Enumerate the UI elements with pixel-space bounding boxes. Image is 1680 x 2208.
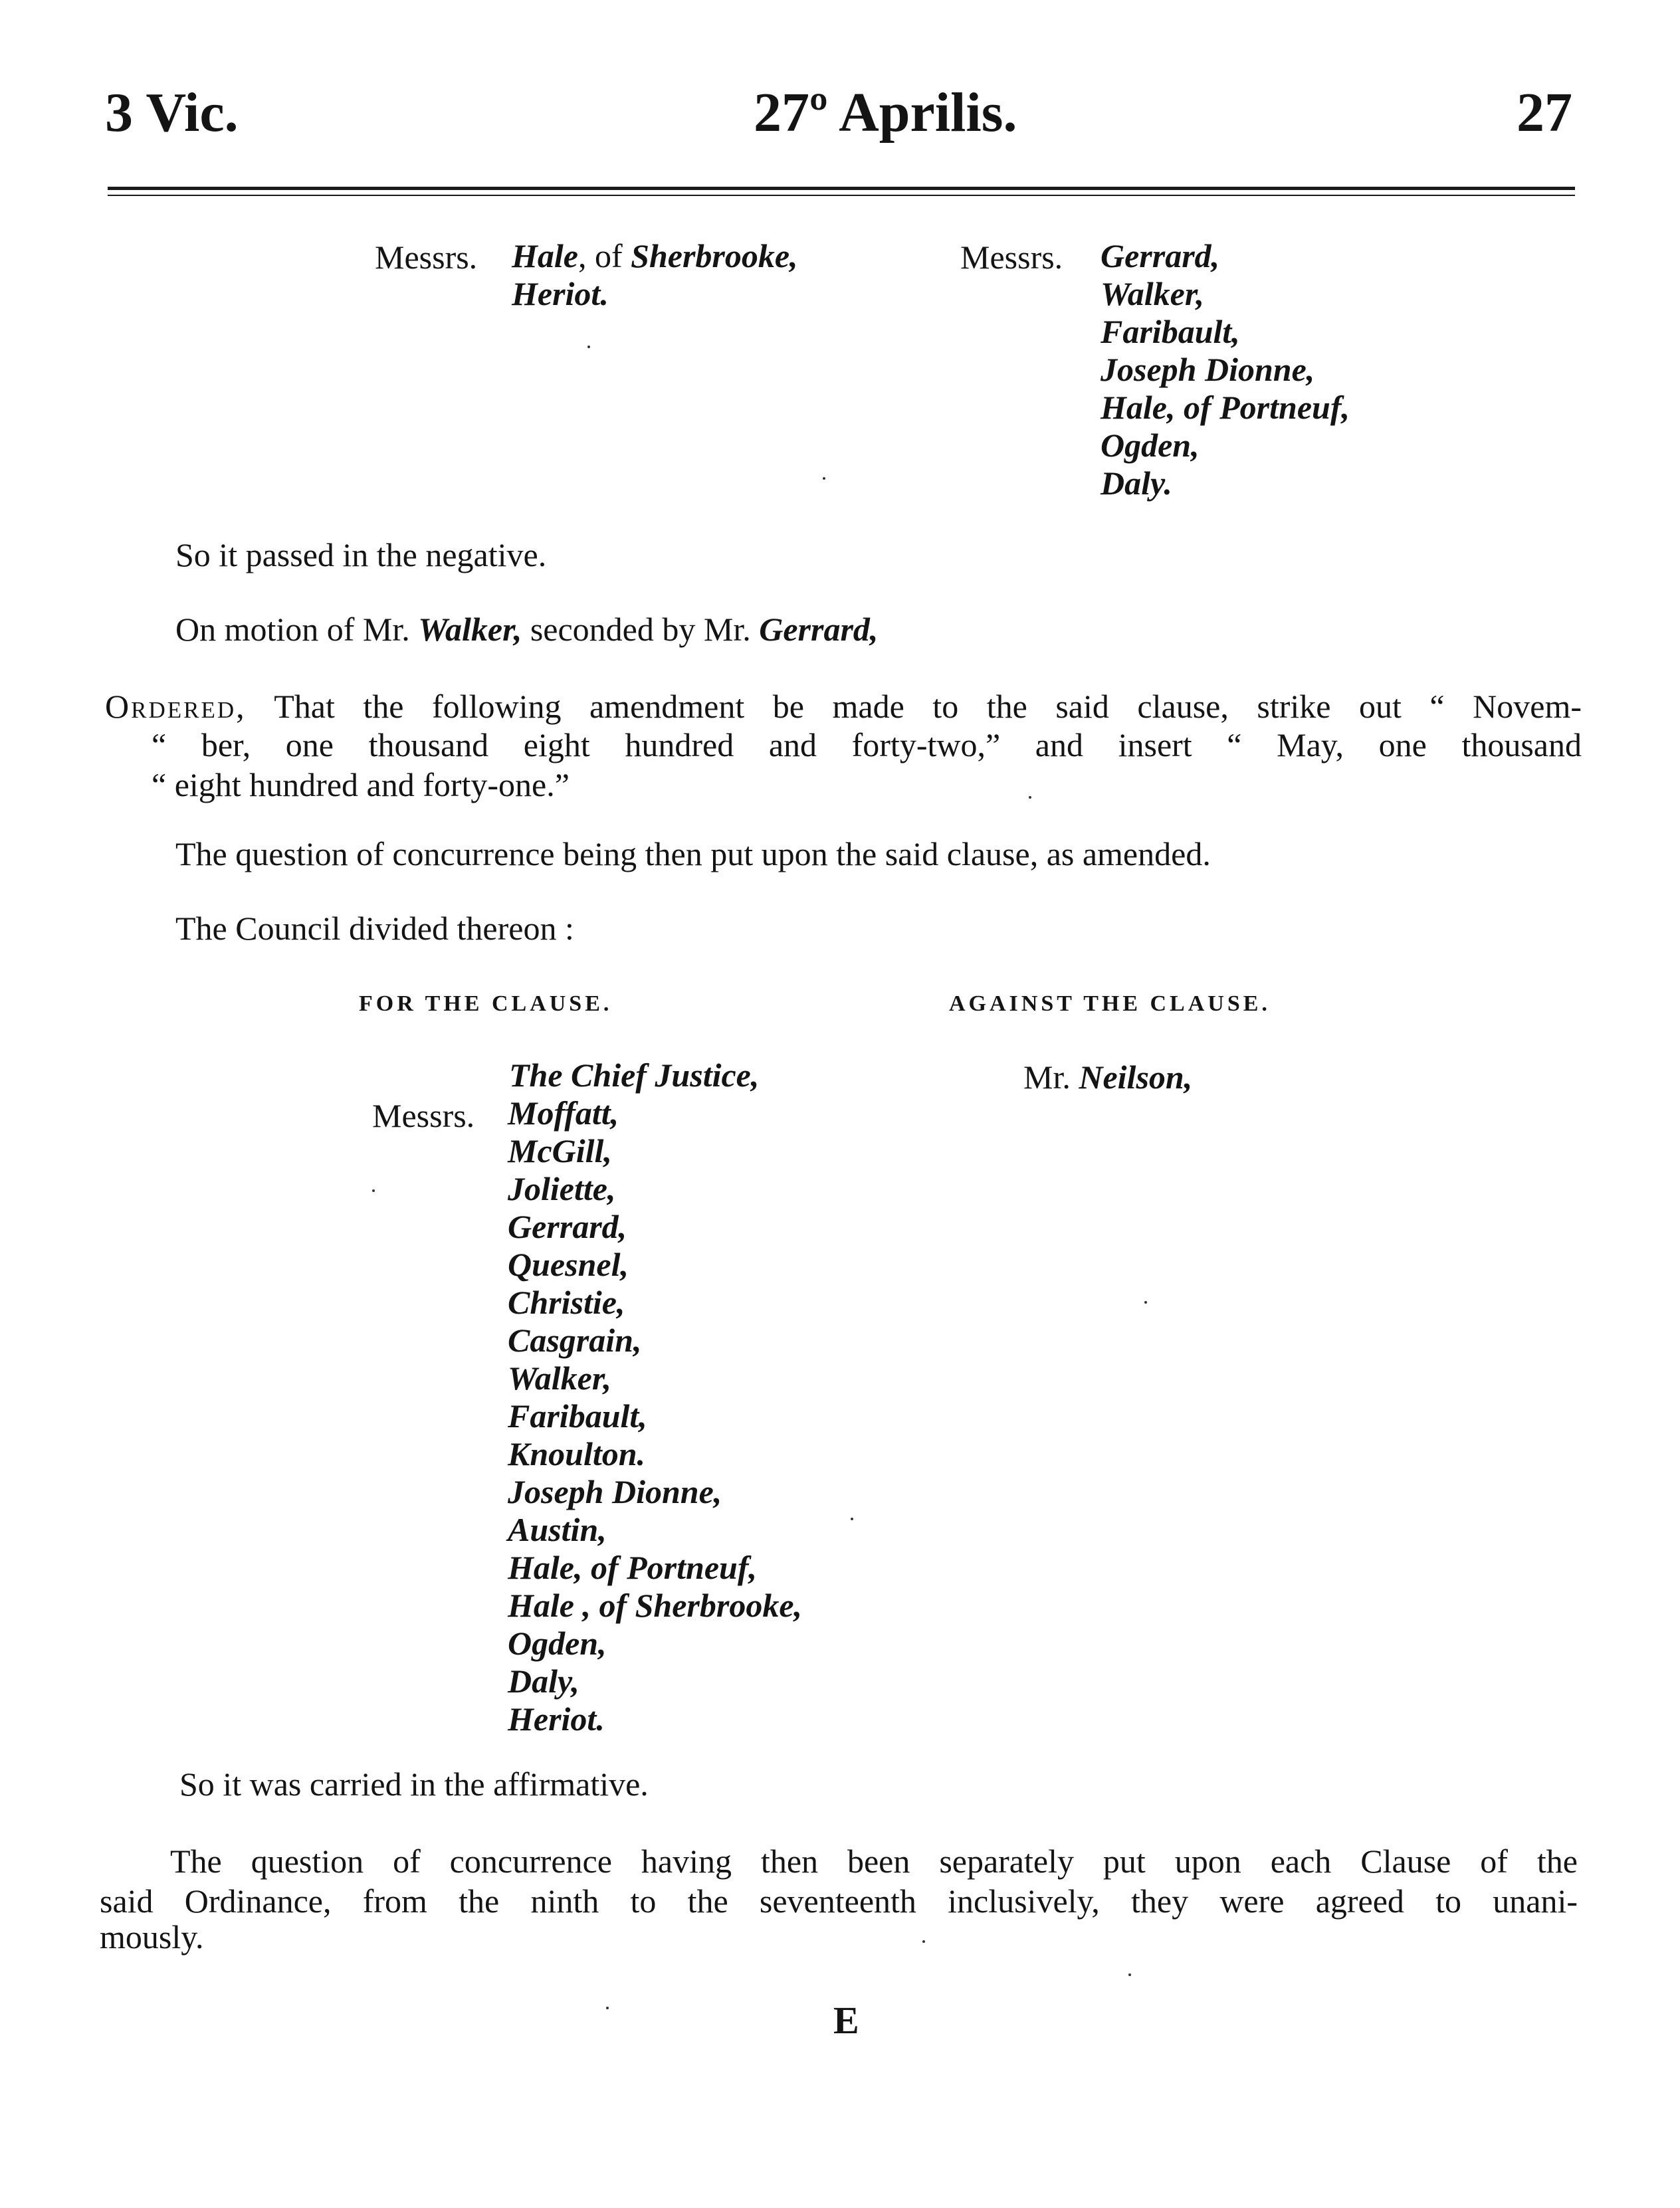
against-heading: AGAINST THE CLAUSE.	[949, 991, 1271, 1016]
ordered-line-2: “ ber, one thousand eight hundred and forty-two,” and insert “ May, one thousand	[152, 726, 1582, 763]
result-affirmative: So it was carried in the affirmative.	[179, 1765, 649, 1803]
print-speck	[587, 346, 590, 348]
for-name: Joseph Dionne,	[508, 1473, 722, 1510]
print-speck	[922, 1940, 925, 1943]
header-regnal-year: 3 Vic.	[105, 82, 239, 144]
vote1-left-name: Heriot.	[512, 275, 609, 312]
header-page-number: 27	[1517, 82, 1572, 144]
for-name: Christie,	[508, 1284, 625, 1321]
for-name: Hale, of Portneuf,	[508, 1549, 757, 1586]
for-heading: FOR THE CLAUSE.	[359, 991, 613, 1016]
print-speck	[851, 1518, 853, 1520]
for-name: Moffatt,	[508, 1094, 619, 1132]
vote1-left-prefix: Messrs.	[375, 239, 478, 276]
for-name: Gerrard,	[508, 1208, 627, 1245]
final-line-2: said Ordinance, from the ninth to the seventeenth inclusively, they were agreed to unani-	[100, 1882, 1578, 1920]
ordered-line-1: Ordered, That the following amendment be made to the said clause, strike out “ Novem-	[105, 688, 1582, 725]
for-name: Casgrain,	[508, 1322, 642, 1359]
vote1-right-name: Faribault,	[1101, 313, 1240, 350]
for-name: McGill,	[508, 1132, 612, 1169]
vote1-right-name: Daly.	[1101, 464, 1172, 502]
for-name: Hale , of Sherbrooke,	[508, 1587, 803, 1624]
ordered-label: Ordered,	[105, 688, 247, 725]
for-name: Joliette,	[508, 1170, 616, 1207]
for-name: Quesnel,	[508, 1246, 629, 1283]
vote1-left-names	[512, 237, 798, 313]
vote1-right-name: Ogden,	[1101, 427, 1200, 464]
signature-mark: E	[833, 1999, 859, 2042]
print-speck	[372, 1189, 375, 1192]
vote1-right-names	[1101, 237, 1350, 502]
for-name: Walker,	[508, 1359, 612, 1397]
header-rule-thick	[108, 187, 1575, 190]
council-divided: The Council divided thereon :	[175, 910, 574, 947]
for-chief-justice: The Chief Justice,	[509, 1056, 760, 1094]
for-name: Heriot.	[508, 1700, 605, 1738]
motion-line: On motion of Mr. Walker, seconded by Mr. Gerrard,	[175, 611, 879, 648]
vote1-right-name: Walker,	[1101, 275, 1205, 312]
for-name: Faribault,	[508, 1397, 647, 1435]
for-names	[508, 1094, 802, 1738]
print-speck	[1128, 1973, 1131, 1976]
for-name: Knoulton.	[508, 1435, 646, 1472]
against-line: Mr. Neilson,	[1023, 1058, 1193, 1096]
header-rule-thin	[108, 195, 1575, 196]
ordered-continuation	[152, 726, 1582, 764]
result-negative: So it passed in the negative.	[175, 536, 547, 573]
header-date: 27º Aprilis.	[754, 82, 1017, 144]
ordered-paragraph	[105, 687, 1582, 726]
for-name: Daly,	[508, 1662, 579, 1700]
vote1-right-prefix: Messrs.	[960, 239, 1063, 276]
for-name: Austin,	[508, 1511, 607, 1548]
print-speck	[823, 477, 825, 480]
vote1-right-name: Gerrard,	[1101, 237, 1220, 274]
print-speck	[1144, 1301, 1147, 1304]
for-prefix: Messrs.	[372, 1097, 475, 1134]
final-line-1: The question of concurrence having then been separately put upon each Clause of the	[170, 1843, 1578, 1880]
question-concurrence: The question of concurrence being then put upon the said clause, as amended.	[175, 835, 1211, 872]
vote1-right-name: Hale, of Portneuf,	[1101, 389, 1350, 426]
final-line-3: mously.	[100, 1918, 204, 1956]
print-speck	[606, 2007, 609, 2009]
vote1-left-name: Hale, of Sherbrooke,	[512, 237, 798, 274]
ordered-line-3: “ eight hundred and forty-one.”	[152, 766, 570, 803]
final-paragraph-first	[170, 1842, 1578, 1880]
final-paragraph-second	[100, 1882, 1578, 1920]
for-name: Ogden,	[508, 1625, 607, 1662]
vote1-right-name: Joseph Dionne,	[1101, 351, 1315, 388]
print-speck	[1029, 796, 1031, 799]
